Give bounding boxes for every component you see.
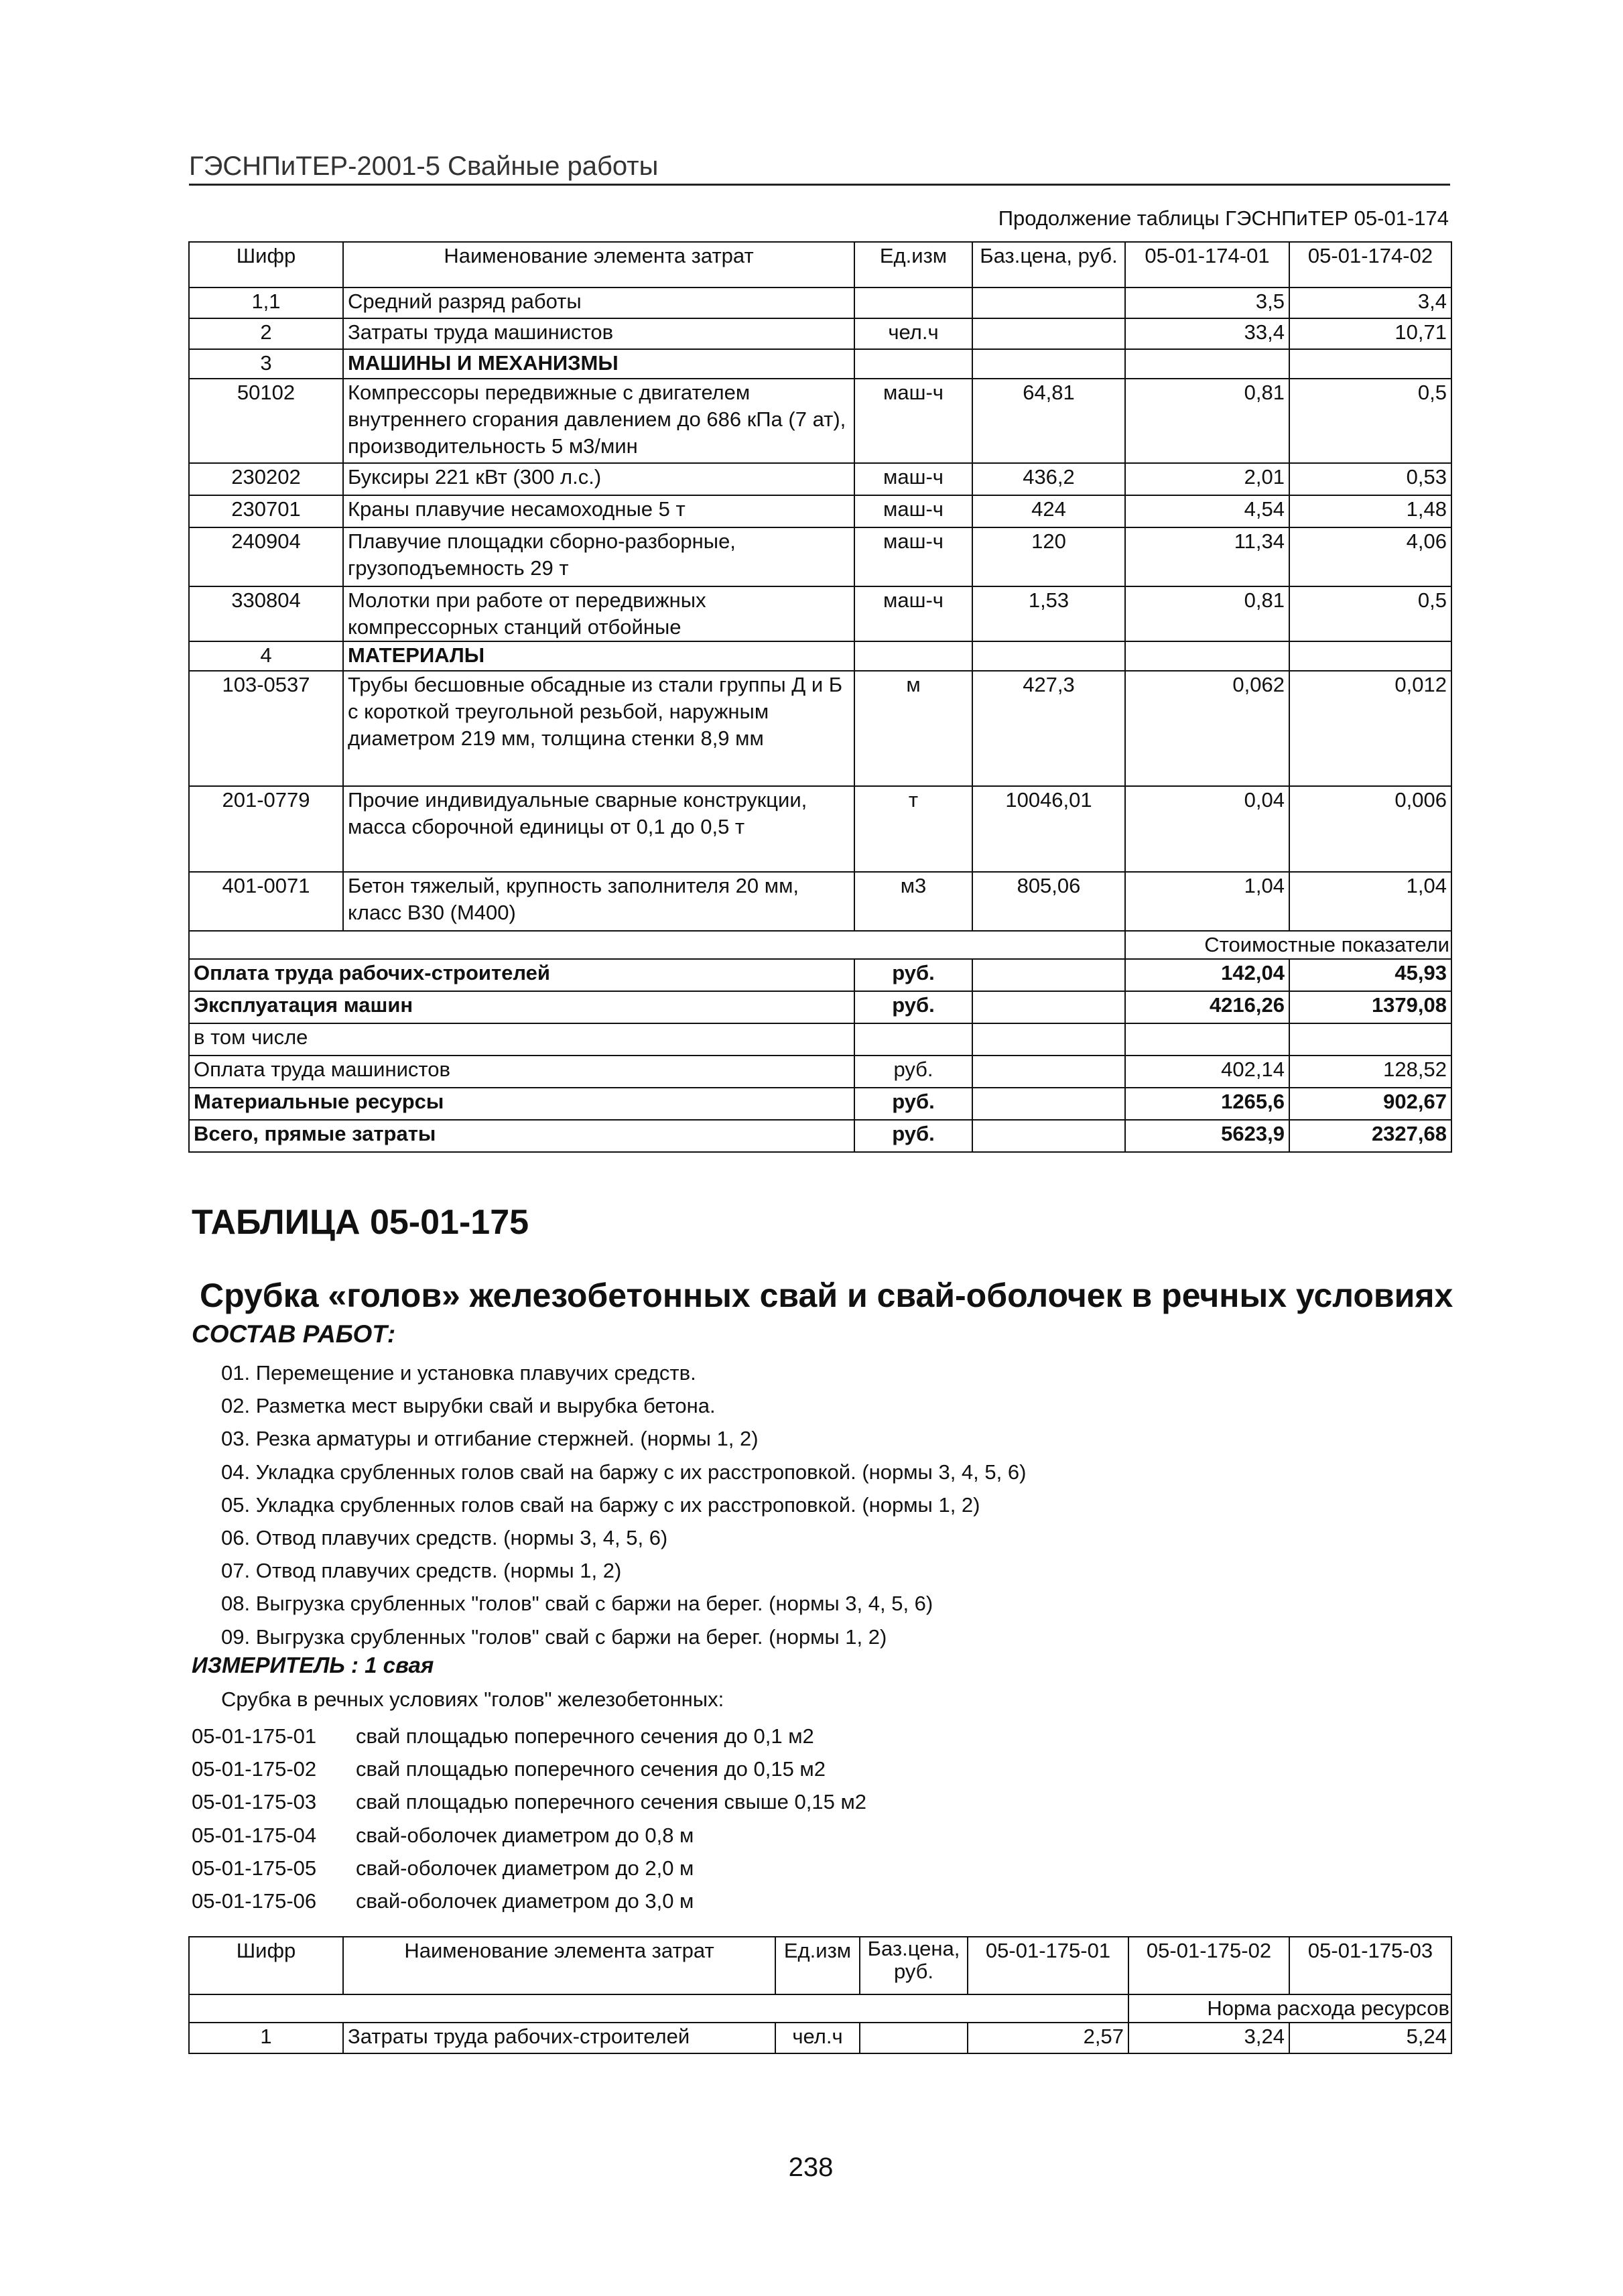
norm-code-item: [192, 1785, 866, 1818]
norm-code-item: [192, 1852, 866, 1885]
row-code: 50102: [189, 379, 343, 463]
row-value-1: 4,54: [1125, 495, 1289, 527]
cost-row-value-2: 2327,68: [1289, 1120, 1451, 1152]
resource-table-05-01-174: [188, 241, 1452, 1153]
row-value-2: 10,71: [1289, 318, 1451, 349]
row-unit: маш-ч: [854, 586, 972, 641]
row-code: 4: [189, 641, 343, 671]
row-price: [972, 288, 1125, 318]
row-value-1: 11,34: [1125, 527, 1289, 586]
cost-row-unit: руб.: [854, 1120, 972, 1152]
cost-row-unit: руб.: [854, 1056, 972, 1088]
col-header-norm-3: 05-01-175-03: [1289, 1937, 1451, 1994]
cost-row-price: [972, 991, 1125, 1023]
work-item: 02. Разметка мест вырубки свай и вырубка бетона.: [221, 1394, 716, 1418]
row-unit: чел.ч: [775, 2023, 860, 2053]
row-unit: чел.ч: [854, 318, 972, 349]
norm-code-item: [192, 1720, 866, 1752]
row-value-1: [1125, 349, 1289, 379]
col-header-code: Шифр: [189, 1937, 343, 1994]
table-row: [189, 463, 1451, 495]
norm-code-text: свай площадью поперечного сечения свыше 0,15 м2: [356, 1790, 867, 1814]
row-name: Затраты труда рабочих-строителей: [343, 2023, 775, 2053]
norm-code-text: свай площадью поперечного сечения до 0,1 м2: [356, 1724, 814, 1748]
work-item: 04. Укладка срубленных голов свай на баржу с их расстроповкой. (нормы 3, 4, 5, 6): [221, 1460, 1027, 1484]
cost-row-value-2: 45,93: [1289, 959, 1451, 991]
work-item: 06. Отвод плавучих средств. (нормы 3, 4, 5, 6): [221, 1526, 668, 1550]
row-value-1: 33,4: [1125, 318, 1289, 349]
norm-code-text: свай площадью поперечного сечения до 0,15 м2: [356, 1757, 826, 1781]
cost-row-unit: руб.: [854, 1088, 972, 1120]
row-value-2: 0,006: [1289, 786, 1451, 872]
table-row: [189, 495, 1451, 527]
row-name: МАТЕРИАЛЫ: [343, 641, 854, 671]
table-row: [189, 872, 1451, 931]
work-item: 07. Отвод плавучих средств. (нормы 1, 2): [221, 1559, 622, 1583]
col-header-unit: Ед.изм: [854, 242, 972, 288]
row-name: МАШИНЫ И МЕХАНИЗМЫ: [343, 349, 854, 379]
table-row: [189, 671, 1451, 786]
row-value-2: [1289, 641, 1451, 671]
row-name: Буксиры 221 кВт (300 л.с.): [343, 463, 854, 495]
row-price: [860, 2023, 968, 2053]
section-title: Срубка «голов» железобетонных свай и свай-оболочек в речных условиях: [200, 1277, 1453, 1314]
row-code: 230701: [189, 495, 343, 527]
row-name: Средний разряд работы: [343, 288, 854, 318]
row-value-1: 0,062: [1125, 671, 1289, 786]
work-item: 09. Выгрузка срубленных "голов" свай с баржи на берег. (нормы 1, 2): [221, 1624, 887, 1649]
cost-row-price: [972, 1088, 1125, 1120]
col-header-unit: Ед.изм: [775, 1937, 860, 1994]
norm-code: 05-01-175-06: [192, 1889, 317, 1913]
table-title: ТАБЛИЦА 05-01-175: [192, 1203, 529, 1242]
norm-code-text: свай-оболочек диаметром до 0,8 м: [356, 1823, 694, 1847]
cost-row-value-2: 902,67: [1289, 1088, 1451, 1120]
row-name: Компрессоры передвижные с двигателем внутреннего сгорания давлением до 686 кПа (7 ат), производительность 5 м3/мин: [343, 379, 854, 463]
cost-row-value-2: 128,52: [1289, 1056, 1451, 1088]
row-value-2: 1,04: [1289, 872, 1451, 931]
cost-row-value-2: 1379,08: [1289, 991, 1451, 1023]
norm-code-item: [192, 1752, 866, 1785]
col-header-price: Баз.цена, руб.: [860, 1937, 968, 1994]
cost-row-price: [972, 1120, 1125, 1152]
row-code: 1: [189, 2023, 343, 2053]
cost-row-value-1: 5623,9: [1125, 1120, 1289, 1152]
row-value-2: [1289, 349, 1451, 379]
section-row-machines: [189, 349, 1451, 379]
row-value-2: 1,48: [1289, 495, 1451, 527]
row-code: 330804: [189, 586, 343, 641]
row-value-1: 3,5: [1125, 288, 1289, 318]
row-price: 120: [972, 527, 1125, 586]
table-header-row: [189, 242, 1451, 288]
cost-row-unit: руб.: [854, 959, 972, 991]
norm-code-text: свай-оболочек диаметром до 3,0 м: [356, 1889, 694, 1913]
norm-code: 05-01-175-01: [192, 1724, 317, 1748]
row-code: 240904: [189, 527, 343, 586]
row-price: [972, 318, 1125, 349]
cost-row-name: Материальные ресурсы: [189, 1088, 854, 1120]
cost-row-name: Всего, прямые затраты: [189, 1120, 854, 1152]
row-unit: маш-ч: [854, 495, 972, 527]
cost-row: [189, 991, 1451, 1023]
row-unit: м3: [854, 872, 972, 931]
cost-row-value-1: 402,14: [1125, 1056, 1289, 1088]
cost-row: [189, 1023, 1451, 1056]
row-price: 424: [972, 495, 1125, 527]
row-price: 10046,01: [972, 786, 1125, 872]
section-row-materials: [189, 641, 1451, 671]
row-name: Плавучие площадки сборно-разборные, грузоподъемность 29 т: [343, 527, 854, 586]
col-header-norm-1: 05-01-174-01: [1125, 242, 1289, 288]
row-unit: [854, 288, 972, 318]
row-value-2: 0,012: [1289, 671, 1451, 786]
row-unit: маш-ч: [854, 379, 972, 463]
cost-row-price: [972, 1056, 1125, 1088]
row-value-2: 3,24: [1128, 2023, 1289, 2053]
row-value-2: 3,4: [1289, 288, 1451, 318]
row-code: 401-0071: [189, 872, 343, 931]
cost-row-value-1: [1125, 1023, 1289, 1056]
cost-indicators-spacer: [189, 931, 1125, 959]
row-unit: м: [854, 671, 972, 786]
cost-row-name: Оплата труда рабочих-строителей: [189, 959, 854, 991]
page-number: 238: [788, 2153, 834, 2182]
norm-header-spacer: [189, 1994, 1128, 2023]
norm-code: 05-01-175-02: [192, 1757, 317, 1781]
row-value-1: 0,04: [1125, 786, 1289, 872]
row-unit: [854, 349, 972, 379]
cost-row-value-1: 4216,26: [1125, 991, 1289, 1023]
row-code: 230202: [189, 463, 343, 495]
row-value-1: 1,04: [1125, 872, 1289, 931]
table-row: [189, 586, 1451, 641]
row-price: [972, 349, 1125, 379]
norm-codes-list: [192, 1720, 866, 1917]
row-value-2: 0,53: [1289, 463, 1451, 495]
table-header-row: [189, 1937, 1451, 1994]
table-row: [189, 379, 1451, 463]
row-value-2: 0,5: [1289, 379, 1451, 463]
cost-row-unit: руб.: [854, 991, 972, 1023]
cost-row-value-1: 1265,6: [1125, 1088, 1289, 1120]
row-value-2: 0,5: [1289, 586, 1451, 641]
col-header-name: Наименование элемента затрат: [343, 1937, 775, 1994]
cost-row: [189, 1056, 1451, 1088]
cost-row-value-1: 142,04: [1125, 959, 1289, 991]
cost-indicators-header-row: [189, 931, 1451, 959]
row-price: 805,06: [972, 872, 1125, 931]
norm-header-row: [189, 1994, 1451, 2023]
row-price: 1,53: [972, 586, 1125, 641]
work-item: 03. Резка арматуры и отгибание стержней. (нормы 1, 2): [221, 1427, 759, 1451]
norm-code: 05-01-175-03: [192, 1790, 317, 1814]
norm-header-label: Норма расхода ресурсов: [1128, 1994, 1451, 2023]
row-name: Затраты труда машинистов: [343, 318, 854, 349]
row-unit: маш-ч: [854, 463, 972, 495]
cost-row-value-2: [1289, 1023, 1451, 1056]
cost-row-price: [972, 1023, 1125, 1056]
row-code: 103-0537: [189, 671, 343, 786]
row-code: 201-0779: [189, 786, 343, 872]
measure-label: ИЗМЕРИТЕЛЬ : 1 свая: [192, 1653, 434, 1677]
norm-code-text: свай-оболочек диаметром до 2,0 м: [356, 1856, 694, 1880]
row-value-1: 0,81: [1125, 586, 1289, 641]
works-list: [221, 1356, 1026, 1653]
row-price: 64,81: [972, 379, 1125, 463]
row-name: Трубы бесшовные обсадные из стали группы Д и Б с короткой треугольной резьбой, наружным диаметром 219 мм, толщина стенки 8,9 мм: [343, 671, 854, 786]
row-unit: т: [854, 786, 972, 872]
works-label: СОСТАВ РАБОТ:: [192, 1320, 396, 1348]
col-header-norm-2: 05-01-174-02: [1289, 242, 1451, 288]
row-name: Прочие индивидуальные сварные конструкции, масса сборочной единицы от 0,1 до 0,5 т: [343, 786, 854, 872]
row-price: 436,2: [972, 463, 1125, 495]
row-unit: маш-ч: [854, 527, 972, 586]
norm-code: 05-01-175-04: [192, 1823, 317, 1847]
row-value-1: 0,81: [1125, 379, 1289, 463]
measure-intro: Срубка в речных условиях "голов" железобетонных:: [221, 1687, 724, 1711]
cost-row: [189, 1088, 1451, 1120]
cost-row-total: [189, 1120, 1451, 1152]
cost-row: [189, 959, 1451, 991]
row-code: 2: [189, 318, 343, 349]
col-header-price: Баз.цена, руб.: [972, 242, 1125, 288]
row-price: 427,3: [972, 671, 1125, 786]
norm-code-item: [192, 1819, 866, 1852]
row-name: Молотки при работе от передвижных компрессорных станций отбойные: [343, 586, 854, 641]
col-header-norm-1: 05-01-175-01: [968, 1937, 1128, 1994]
table-row: [189, 288, 1451, 318]
row-value-1: 2,01: [1125, 463, 1289, 495]
row-price: [972, 641, 1125, 671]
col-header-norm-2: 05-01-175-02: [1128, 1937, 1289, 1994]
row-value-3: 5,24: [1289, 2023, 1451, 2053]
row-unit: [854, 641, 972, 671]
work-item: 05. Укладка срубленных голов свай на баржу с их расстроповкой. (нормы 1, 2): [221, 1492, 980, 1517]
continuation-title: Продолжение таблицы ГЭСНПиТЕР 05-01-174: [998, 206, 1449, 230]
col-header-code: Шифр: [189, 242, 343, 288]
cost-indicators-label: Стоимостные показатели: [1125, 931, 1451, 959]
table-row: [189, 527, 1451, 586]
cost-row-unit: [854, 1023, 972, 1056]
row-value-1: [1125, 641, 1289, 671]
row-name: Бетон тяжелый, крупность заполнителя 20 мм, класс В30 (М400): [343, 872, 854, 931]
resource-table-05-01-175: [188, 1936, 1452, 2054]
row-value-1: 2,57: [968, 2023, 1128, 2053]
row-code: 3: [189, 349, 343, 379]
work-item: 01. Перемещение и установка плавучих средств.: [221, 1361, 696, 1385]
cost-row-name: Эксплуатация машин: [189, 991, 854, 1023]
table-row: [189, 318, 1451, 349]
row-value-2: 4,06: [1289, 527, 1451, 586]
cost-row-name: в том числе: [189, 1023, 854, 1056]
running-header: ГЭСНПиТЕР-2001-5 Свайные работы: [189, 150, 1450, 186]
row-code: 1,1: [189, 288, 343, 318]
cost-row-price: [972, 959, 1125, 991]
work-item: 08. Выгрузка срубленных "голов" свай с баржи на берег. (нормы 3, 4, 5, 6): [221, 1592, 933, 1616]
norm-code: 05-01-175-05: [192, 1856, 317, 1880]
norm-code-item: [192, 1885, 866, 1917]
table-row: [189, 786, 1451, 872]
col-header-name: Наименование элемента затрат: [343, 242, 854, 288]
table-row: [189, 2023, 1451, 2053]
row-name: Краны плавучие несамоходные 5 т: [343, 495, 854, 527]
cost-row-name: Оплата труда машинистов: [189, 1056, 854, 1088]
